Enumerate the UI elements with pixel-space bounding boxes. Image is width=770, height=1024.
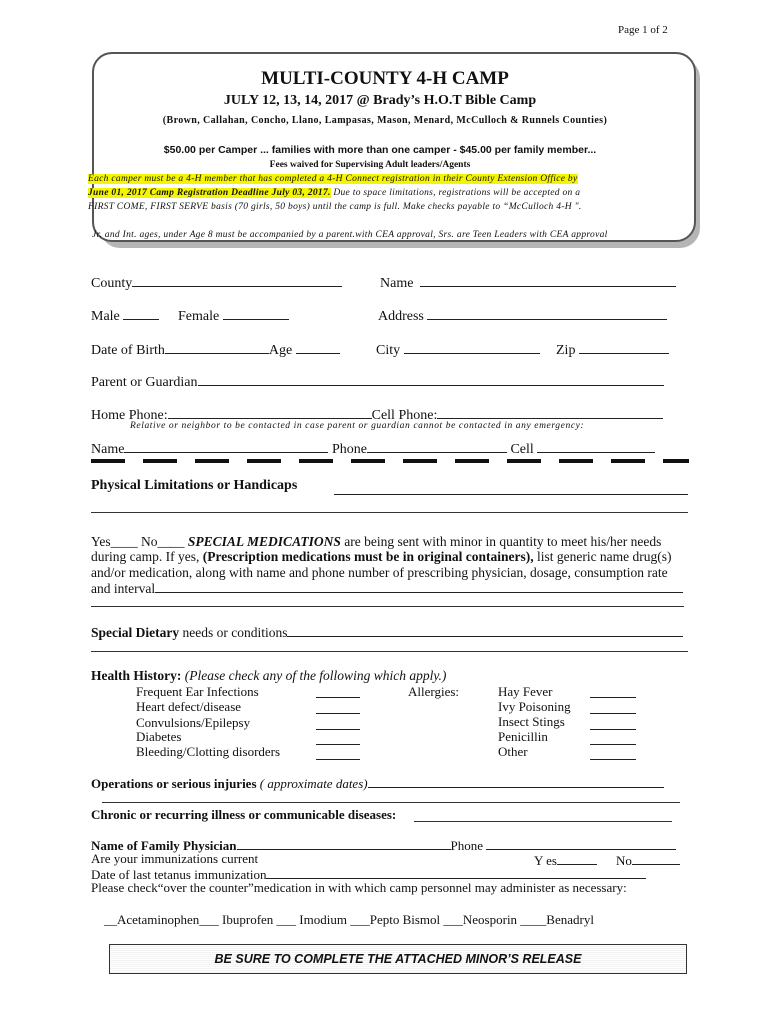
notice-highlight-2: June 01, 2017 Camp Registration Deadline July 03, 2017. xyxy=(88,188,331,198)
age-label: Age xyxy=(268,343,293,358)
relative-name-input[interactable] xyxy=(124,438,328,453)
otc-medications-line[interactable]: __Acetaminophen___ Ibuprofen ___ Imodium ___Pepto Bismol ___Neosporin ____Benadryl xyxy=(104,912,594,927)
health-item-left: Heart defect/disease xyxy=(136,699,242,714)
health-check-left[interactable] xyxy=(316,731,360,745)
relative-note: Relative or neighbor to be contacted in case parent or guardian cannot be contacted in any emergency: xyxy=(130,421,585,431)
chronic-label: Chronic or recurring illness or communicable diseases: xyxy=(91,807,397,822)
separator-dash xyxy=(143,459,177,463)
address-field xyxy=(378,305,667,325)
relative-name-label: Name xyxy=(91,442,125,457)
city-input[interactable] xyxy=(404,339,540,354)
notice-line-1 xyxy=(88,174,578,184)
dietary-field xyxy=(91,624,683,641)
separator-dash xyxy=(247,459,281,463)
separator-dash xyxy=(351,459,385,463)
health-item-left: Frequent Ear Infections xyxy=(136,684,259,699)
relative-contact-field xyxy=(91,438,655,458)
physician-input[interactable] xyxy=(237,837,451,850)
health-item-left: Diabetes xyxy=(136,729,182,744)
fees-waived-line: Fees waived for Supervising Adult leaders/Agents xyxy=(269,160,471,170)
allergies-label: Allergies: xyxy=(408,684,460,699)
chronic-input[interactable] xyxy=(414,821,672,822)
zip-label: Zip xyxy=(556,343,576,358)
meds-interval-label: and interval xyxy=(91,581,156,596)
meds-line-3: and/or medication, along with name and phone number of prescribing physician, dosage, consumption rate xyxy=(91,565,668,580)
otc-prompt: Please check“over the counter”medication in with which camp personnel may administer as necessary: xyxy=(91,880,627,895)
city-field xyxy=(376,339,540,359)
allergy-item: Ivy Poisoning xyxy=(498,699,571,714)
separator-dash xyxy=(611,459,645,463)
relative-cell-input[interactable] xyxy=(537,438,655,453)
health-check-left[interactable] xyxy=(316,746,360,760)
meds-input-line-2[interactable] xyxy=(91,606,684,607)
cell-phone-input[interactable] xyxy=(437,404,663,419)
home-phone-input[interactable] xyxy=(168,404,372,419)
separator-dash xyxy=(195,459,229,463)
age-input[interactable] xyxy=(296,339,340,354)
meds-line-2-rest: list generic name drug(s) xyxy=(533,549,672,564)
county-field xyxy=(91,272,342,292)
name-input[interactable] xyxy=(420,272,676,287)
address-input[interactable] xyxy=(427,305,667,320)
allergy-check[interactable] xyxy=(590,746,636,760)
female-field xyxy=(178,305,289,325)
county-label: County xyxy=(91,276,133,291)
page-number: Page 1 of 2 xyxy=(618,24,668,36)
male-input[interactable] xyxy=(123,305,159,320)
separator-dash xyxy=(507,459,541,463)
notice-line-2-rest: Due to space limitations, registrations will be accepted on a xyxy=(330,188,581,198)
meds-original-containers: (Prescription medications must be in original containers), xyxy=(202,549,534,564)
chronic-field xyxy=(91,807,396,823)
zip-input[interactable] xyxy=(579,339,669,354)
health-history-title xyxy=(91,668,446,684)
physician-phone-input[interactable] xyxy=(486,837,676,850)
physical-input-line-2[interactable] xyxy=(91,512,688,513)
home-phone-label: Home Phone: xyxy=(91,408,168,423)
address-label: Address xyxy=(378,309,424,324)
immunizations-yes-input[interactable] xyxy=(557,852,597,865)
health-item-left: Convulsions/Epilepsy xyxy=(136,715,251,730)
parent-label: Parent or Guardian xyxy=(91,375,198,390)
meds-line-1 xyxy=(91,534,661,550)
city-label: City xyxy=(376,343,401,358)
name-field xyxy=(380,272,676,292)
notice-highlight-1: Each camper must be a 4-H member that has completed a 4-H Connect registration in their County Extension Office by xyxy=(88,174,578,184)
allergy-item: Penicillin xyxy=(498,729,548,744)
name-label: Name xyxy=(380,276,414,291)
relative-phone-label: Phone xyxy=(331,442,367,457)
separator-dash xyxy=(91,459,125,463)
dob-label: Date of Birth xyxy=(91,343,165,358)
notice-line-4: Jr. and Int. ages, under Age 8 must be accompanied by a parent.with CEA approval, Srs. are Teen Leaders with CEA approval xyxy=(92,230,608,240)
release-banner-text: BE SURE TO COMPLETE THE ATTACHED MINOR’S RELEASE xyxy=(214,952,582,966)
allergy-item: Hay Fever xyxy=(498,684,553,699)
health-item-left: Bleeding/Clotting disorders xyxy=(136,744,281,759)
fees-line: $50.00 per Camper ... families with more than one camper - $45.00 per family member... xyxy=(163,144,597,156)
operations-input[interactable] xyxy=(368,775,664,788)
operations-dates-label: ( approximate dates) xyxy=(256,776,368,791)
health-check-left[interactable] xyxy=(316,716,360,730)
relative-phone-input[interactable] xyxy=(367,438,507,453)
meds-input[interactable] xyxy=(155,580,683,593)
immunizations-yes-label: Y es xyxy=(534,853,557,868)
allergy-item: Other xyxy=(498,744,528,759)
cell-phone-label: Cell Phone: xyxy=(371,408,438,423)
male-field xyxy=(91,305,159,325)
relative-cell-label: Cell xyxy=(510,442,534,457)
immunizations-no-input[interactable] xyxy=(632,852,680,865)
meds-line-2 xyxy=(91,549,672,565)
physician-phone-label: Phone xyxy=(450,838,484,853)
meds-line-1-rest: are being sent with minor in quantity to meet his/her needs xyxy=(340,534,662,549)
meds-line-2-start: during camp. If yes, xyxy=(91,549,203,564)
operations-label: Operations or serious injuries xyxy=(91,776,257,791)
allergy-item: Insect Stings xyxy=(498,714,565,729)
meds-line-4 xyxy=(91,580,683,597)
health-check-left[interactable] xyxy=(316,684,360,698)
physician-label: Name of Family Physician xyxy=(91,838,237,853)
separator-dash xyxy=(455,459,489,463)
dietary-input[interactable] xyxy=(287,624,683,637)
dietary-input-line-2[interactable] xyxy=(91,651,688,652)
health-check-left[interactable] xyxy=(316,700,360,714)
separator-dash xyxy=(403,459,437,463)
camp-title: MULTI-COUNTY 4-H CAMP xyxy=(261,68,509,89)
immunizations-no-label: No xyxy=(616,853,632,868)
dob-input[interactable] xyxy=(165,339,269,354)
female-label: Female xyxy=(178,309,220,324)
physical-label: Physical Limitations or Handicaps xyxy=(91,478,298,493)
dietary-label-rest: needs or conditions xyxy=(179,625,288,640)
county-input[interactable] xyxy=(132,272,342,287)
camp-subtitle: JULY 12, 13, 14, 2017 @ Brady’s H.O.T Bible Camp xyxy=(223,93,537,108)
health-history-label: Health History: xyxy=(91,668,182,683)
immunizations-label: Are your immunizations current xyxy=(91,851,259,866)
allergy-check[interactable] xyxy=(590,700,636,714)
tetanus-input[interactable] xyxy=(266,866,646,879)
dietary-label-bold: Special Dietary xyxy=(91,625,180,640)
physical-input[interactable] xyxy=(334,480,688,495)
special-medications-label: SPECIAL MEDICATIONS xyxy=(187,534,341,549)
male-label: Male xyxy=(91,309,120,324)
allergy-check[interactable] xyxy=(590,731,636,745)
parent-field xyxy=(91,371,664,391)
separator-dash xyxy=(663,459,689,463)
dob-field xyxy=(91,339,340,359)
operations-input-line-2[interactable] xyxy=(102,802,680,803)
operations-field xyxy=(91,775,664,792)
separator-dash xyxy=(299,459,333,463)
health-history-instructions: (Please check any of the following which apply.) xyxy=(181,668,447,683)
allergy-check[interactable] xyxy=(590,716,636,730)
notice-line-2 xyxy=(88,188,580,198)
notice-line-3: FIRST COME, FIRST SERVE basis (70 girls, 50 boys) until the camp is full. Make checks payable to “McCulloch 4-H ". xyxy=(88,202,582,212)
zip-field xyxy=(556,339,669,359)
parent-input[interactable] xyxy=(198,371,664,386)
female-input[interactable] xyxy=(223,305,289,320)
meds-yes-no: Yes____ No____ xyxy=(91,534,185,549)
allergy-check[interactable] xyxy=(590,684,636,698)
counties-line: (Brown, Callahan, Concho, Llano, Lampasas, Mason, Menard, McCulloch & Runnels Counties) xyxy=(162,115,608,126)
tetanus-label: Date of last tetanus immunization xyxy=(91,867,267,882)
separator-dash xyxy=(559,459,593,463)
